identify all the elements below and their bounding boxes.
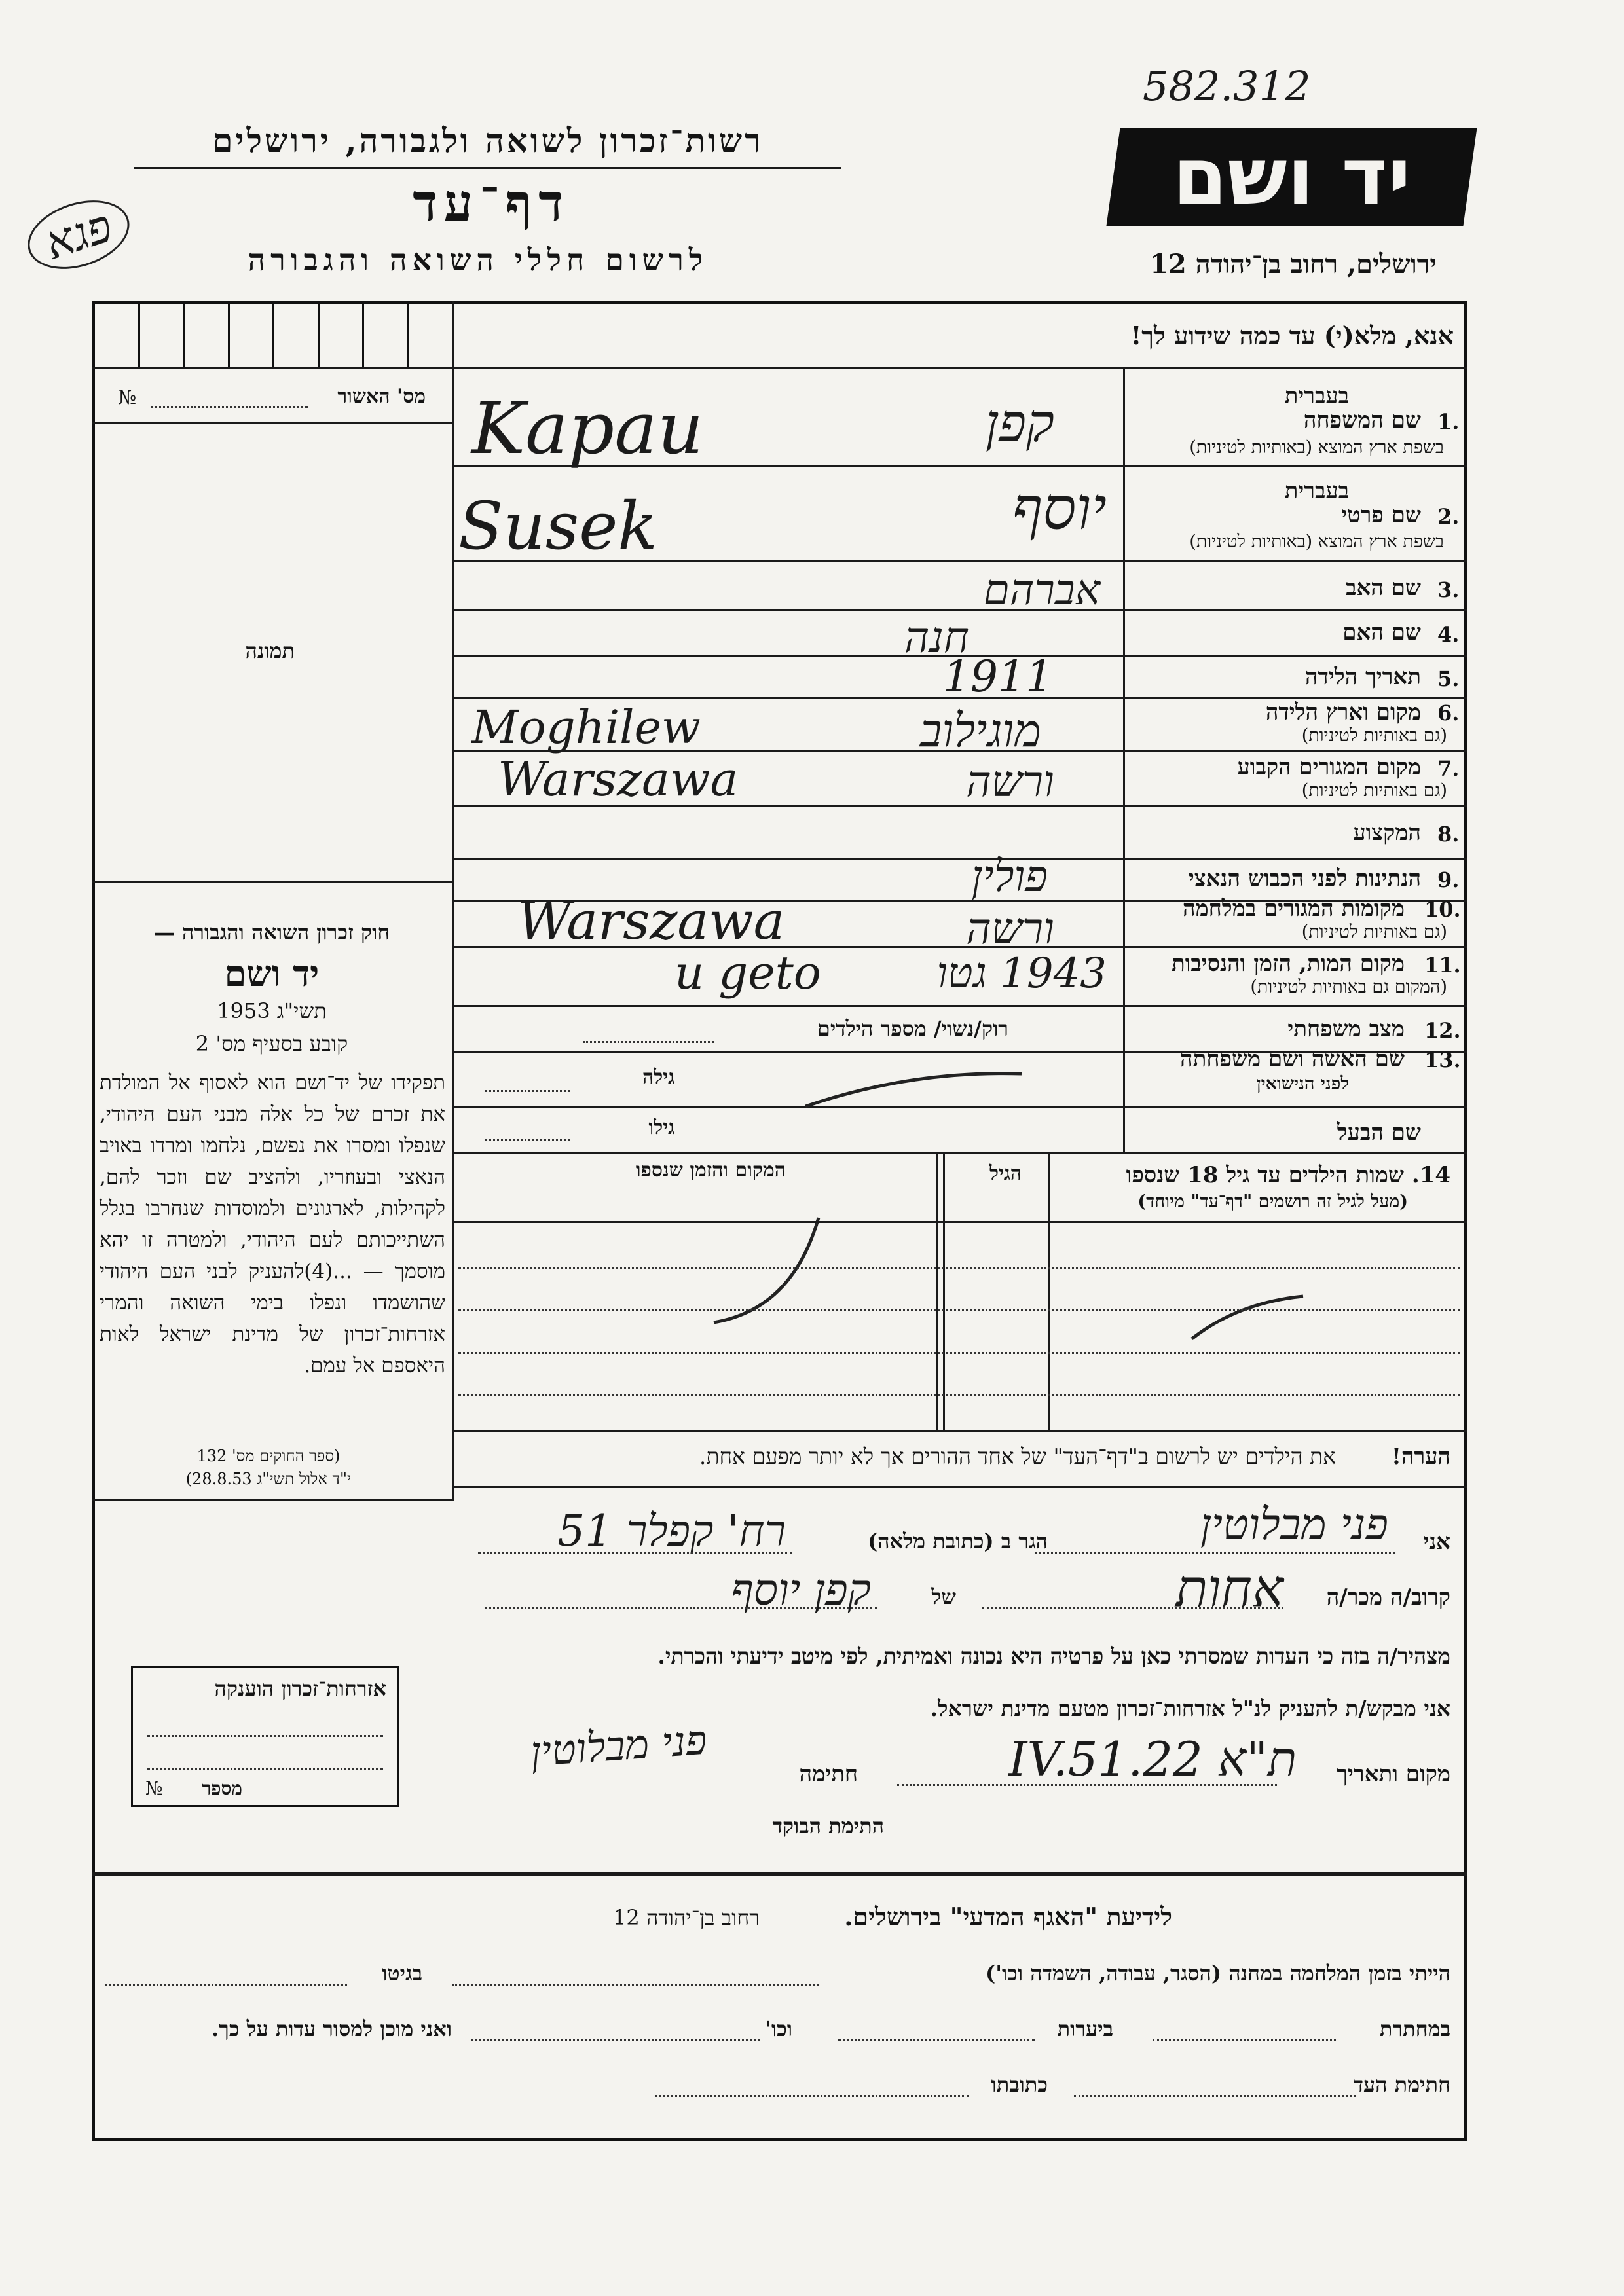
approval-box-bottom bbox=[92, 422, 452, 424]
field-1-sub: בשפת ארץ המוצא (באותיות לטיניות) bbox=[1189, 437, 1444, 458]
declarant-living-label: הגר ב (כתובת מלאה) bbox=[868, 1529, 1048, 1554]
field-6-label: מקום וארץ הלידה bbox=[1265, 699, 1421, 725]
camp-line: הייתי בזמן המלחמה במחנה (הסגר, עבודה, השמדה וכו') bbox=[986, 1961, 1450, 1986]
children-header-bottom bbox=[452, 1221, 1467, 1223]
law-box-bottom bbox=[92, 1499, 454, 1501]
field-2-latin-value: Susek bbox=[458, 488, 658, 564]
underground-line bbox=[1153, 2039, 1336, 2041]
place-date-line bbox=[897, 1784, 1277, 1786]
field-2-label: שם פרטי bbox=[1341, 502, 1421, 528]
field-9-label: הנתינות לפני הכבוש הנאצי bbox=[1188, 866, 1421, 892]
ghetto-label: בגיטו bbox=[382, 1961, 422, 1986]
children-col-divider-2 bbox=[936, 1152, 938, 1430]
logo-text: יד ושם bbox=[1172, 131, 1411, 223]
field-11-number: 11. bbox=[1424, 953, 1461, 977]
signature-label: חתימה bbox=[799, 1761, 858, 1787]
field-2-number: 2. bbox=[1437, 504, 1460, 529]
field-4-label: שם האם bbox=[1342, 619, 1421, 646]
field-3-number: 3. bbox=[1437, 577, 1460, 602]
children-col-divider-3 bbox=[943, 1152, 945, 1430]
field-5-label: תאריך הלידה bbox=[1304, 664, 1421, 690]
declarant-name-line bbox=[1035, 1552, 1395, 1554]
field-8-label: המקצוע bbox=[1353, 820, 1421, 846]
declarant-address-line bbox=[478, 1552, 792, 1554]
registrar-label: התימת הבוקד bbox=[772, 1813, 884, 1838]
honorary-line-2 bbox=[147, 1768, 383, 1770]
field-6-sub: (גם באותיות לטיניות) bbox=[1301, 725, 1447, 746]
request-text: אני מבקש/ת להעניק לנ"ל אזרחות־זכרון מטעם מדינת ישראל. bbox=[930, 1696, 1450, 1721]
husband-label: שם הבעל bbox=[1337, 1120, 1421, 1146]
in-hebrew-label-1: בעברית bbox=[1284, 383, 1349, 409]
declarant-relation-line bbox=[982, 1607, 1283, 1609]
field-2-hebrew-value: יוסף bbox=[1012, 475, 1107, 543]
field-13-label: שם האשה ושם משפחתה bbox=[1180, 1046, 1405, 1072]
page-subtitle: לרשום חללי השואה והגבורה bbox=[248, 242, 709, 278]
approval-number-label: מס' האשור bbox=[337, 385, 426, 408]
witness-line bbox=[1074, 2095, 1356, 2097]
wife-age-label: גילה bbox=[642, 1066, 674, 1089]
field-4-hebrew-value: חנה bbox=[904, 612, 969, 663]
field-11-sub: (המקום גם באותיות לטיניות) bbox=[1250, 977, 1447, 997]
note-top bbox=[452, 1430, 1467, 1432]
field-7-number: 7. bbox=[1437, 756, 1460, 781]
place-date-value: ת"א 22.IV.51 bbox=[1008, 1732, 1297, 1787]
field-12-label: מצב משפחתי bbox=[1287, 1016, 1405, 1042]
witness-label: חתימת העד bbox=[1353, 2072, 1450, 2097]
field-3-hebrew-value: אברהם bbox=[983, 566, 1100, 615]
approval-number-line bbox=[151, 406, 308, 408]
field-6-hebrew-value: מוגילוב bbox=[919, 704, 1041, 757]
children-col-divider-1 bbox=[1048, 1152, 1050, 1430]
note-bottom bbox=[452, 1486, 1467, 1488]
field-10-hebrew-value: ורשה bbox=[966, 903, 1054, 954]
bottom-title: לידיעת "האגף המדעי" בירושלים. bbox=[844, 1902, 1172, 1931]
etc-line bbox=[471, 2039, 760, 2041]
field-1-latin-value: Kapau bbox=[471, 386, 704, 470]
place-date-label: מקום ותאריך bbox=[1337, 1761, 1450, 1787]
witness-address-line bbox=[655, 2095, 969, 2097]
field-10-label: מקומות המגורים במלחמה bbox=[1182, 896, 1405, 922]
field-7-sub: (גם באותיות לטיניות) bbox=[1301, 780, 1447, 801]
declarant-address-value: רח' קפלר 51 bbox=[557, 1506, 786, 1556]
ghetto-line bbox=[105, 1984, 347, 1986]
declaration-text: מצהיר/ה בזה כי העדות שמסרתי כאן על פרטיה היא נכונה ואמיתית, לפי מיטב ידיעתי והכרתי. bbox=[657, 1643, 1450, 1669]
field-13-sub: לפני הנישואין bbox=[1256, 1074, 1349, 1094]
bottom-divider bbox=[92, 1872, 1467, 1876]
photo-label: תמונה bbox=[245, 638, 295, 663]
declarant-i-label: אני bbox=[1423, 1529, 1450, 1555]
field-9-number: 9. bbox=[1437, 867, 1460, 892]
field-6-number: 6. bbox=[1437, 701, 1460, 725]
authority-underline bbox=[134, 167, 841, 169]
field-11-label: מקום המות, הזמן והנסיבות bbox=[1171, 951, 1405, 977]
field-7-latin-value: Warszawa bbox=[498, 752, 739, 807]
etc-label: וכו' bbox=[765, 2016, 792, 2041]
photo-box-bottom bbox=[92, 881, 452, 883]
form-intro: אנא, מלא(י) עד כמה שידוע לך! bbox=[1130, 321, 1454, 350]
field-11-latin-value: u geto bbox=[674, 946, 821, 1000]
declarant-of-line bbox=[485, 1607, 877, 1609]
field-7-label: מקום המגורים הקבוע bbox=[1237, 754, 1421, 780]
children-row-4 bbox=[458, 1394, 1460, 1396]
header-address: ירושלים, רחוב בן־יהודה 12 bbox=[1150, 249, 1437, 280]
children-row-1 bbox=[458, 1267, 1460, 1269]
stroke-field-13 bbox=[805, 1074, 1022, 1106]
bottom-address: רחוב בן־יהודה 12 bbox=[613, 1905, 760, 1930]
yad-vashem-logo bbox=[1106, 128, 1477, 226]
declarant-of-value: קפן יוסף bbox=[731, 1565, 871, 1615]
field-10-number: 10. bbox=[1424, 897, 1461, 922]
field-5-number: 5. bbox=[1437, 666, 1460, 691]
field-13-number: 13. bbox=[1424, 1048, 1461, 1072]
declarant-relation-value: אחות bbox=[1175, 1558, 1283, 1619]
children-sub: (מעל לגיל זה רושמים "דף־עד" מיוחד) bbox=[1137, 1192, 1408, 1212]
field-4-number: 4. bbox=[1437, 622, 1460, 647]
law-text: תפקידו של יד־ושם הוא לאסוף אל המולדת את זכרם של כל אלה מבני העם היהודי, שנפלו ומסרו את נפשם, נלחמו ומרדו באויב הנאצי ובעוזריו, ולהציב שם וזכר להם, לקהילות, לארגונים ולמוסדות שנחרבו בגלל השתייכותם לעם היהודי, ולמטרה זו יהא מוסמך — ...(4)להעניק לבני העם היהודי שהושמדו ונפלו בימי השואה והמרי אזרחות־זכרון של מדינת ישראל לאות היאספם אל עמם. bbox=[100, 1071, 445, 1377]
forests-label: ביערות bbox=[1057, 2016, 1113, 2041]
stroke-children-age bbox=[714, 1218, 819, 1322]
declarant-name-value: פני מבלוטין bbox=[1200, 1499, 1388, 1550]
field-10-latin-value: Warszawa bbox=[517, 890, 785, 951]
forests-line bbox=[838, 2039, 1035, 2041]
approval-number-sign: № bbox=[118, 386, 137, 409]
field-1-hebrew-value: קפן bbox=[985, 393, 1054, 454]
ready-label: ואני מוכן למסור עדות על כך. bbox=[211, 2016, 452, 2041]
law-year: תשי"ג 1953 bbox=[217, 998, 327, 1023]
law-citation-2: י"ד אלול תשי"ג 28.8.53) bbox=[185, 1470, 352, 1488]
marital-options: רוק/נשוי/ מספר הילדים bbox=[817, 1016, 1008, 1041]
children-row-2 bbox=[458, 1309, 1460, 1311]
witness-address-label: כתובתו bbox=[991, 2072, 1048, 2097]
field-10-sub: (גם באותיות לטיניות) bbox=[1301, 922, 1447, 942]
page-title: דף־עד bbox=[413, 173, 570, 233]
children-place-column: המקום והזמן שנספו bbox=[635, 1159, 786, 1182]
field-6-latin-value: Moghilew bbox=[471, 701, 701, 754]
law-title: חוק זכרון השואה והגבורה — bbox=[153, 920, 390, 945]
honorary-line-1 bbox=[147, 1735, 383, 1737]
code-boxes bbox=[95, 304, 452, 367]
children-age-column: הגיל bbox=[989, 1162, 1022, 1185]
field-5-hebrew-value: 1911 bbox=[943, 651, 1053, 702]
signature-value: פני מבלוטין bbox=[529, 1715, 709, 1776]
authority-line: רשות־זכרון לשואה ולגבורה, ירושלים bbox=[212, 121, 764, 160]
field-1-number: 1. bbox=[1437, 409, 1460, 434]
field-2-sub: בשפת ארץ המוצא (באותיות לטיניות) bbox=[1189, 532, 1444, 552]
law-clause: קובע בסעיף מס' 2 bbox=[195, 1031, 348, 1056]
field-3-label: שם האב bbox=[1346, 575, 1421, 601]
in-hebrew-label-2: בעברית bbox=[1284, 478, 1349, 504]
cancel-strokes bbox=[452, 367, 1467, 1480]
field-1-label: שם המשפחה bbox=[1303, 407, 1421, 433]
declarant-of-label: של bbox=[931, 1584, 956, 1609]
law-name: יד ושם bbox=[224, 953, 320, 994]
field-11-hebrew-value: 1943 גטו bbox=[936, 949, 1107, 998]
margin-note: פגא bbox=[19, 189, 138, 282]
file-number: 582.312 bbox=[1143, 62, 1311, 110]
note-label: הערה! bbox=[1392, 1444, 1450, 1470]
honorary-number-label: מספר bbox=[202, 1777, 242, 1799]
law-citation-1: (ספר החוקים מס' 132 bbox=[196, 1447, 341, 1465]
field-9-hebrew-value: פולין bbox=[971, 851, 1048, 902]
honorary-number-sign: № bbox=[145, 1777, 163, 1799]
underground-label: במחתרת bbox=[1379, 2016, 1450, 2041]
stroke-children-name bbox=[1192, 1296, 1303, 1339]
camp-line-dots bbox=[452, 1984, 819, 1986]
field-7-hebrew-value: ורשה bbox=[966, 756, 1054, 807]
children-label: 14. שמות הילדים עד גיל 18 שנספו bbox=[1126, 1162, 1450, 1188]
husband-age-label: גילו bbox=[648, 1116, 674, 1139]
field-12-number: 12. bbox=[1424, 1018, 1461, 1043]
field-8-number: 8. bbox=[1437, 822, 1460, 847]
declarant-relative-label: קרוב/ה מכר/ה bbox=[1326, 1584, 1450, 1611]
honorary-title: אזרחות־זכרון הוענקה bbox=[214, 1676, 386, 1701]
children-row-3 bbox=[458, 1352, 1460, 1354]
note-text: את הילדים יש לרשום ב"דף־העד" של אחד ההורים אך לא יותר מפעם אחת. bbox=[699, 1444, 1336, 1469]
